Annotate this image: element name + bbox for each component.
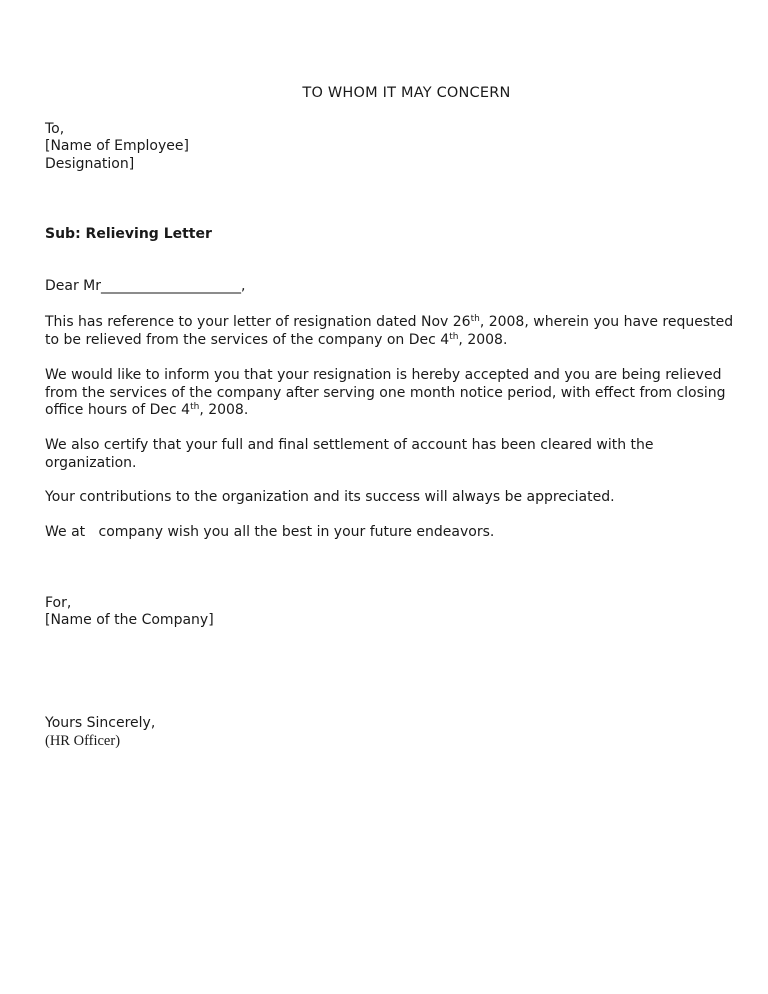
signatory: (HR Officer) <box>45 733 121 749</box>
p2-sup: th <box>190 402 200 412</box>
p1-text-b: , 2008, wherein you have requested to be relieved from the services of the company on Dec 4 <box>45 314 734 348</box>
paragraph-acceptance <box>45 367 735 420</box>
recipient-designation: Designation] <box>45 156 135 172</box>
paragraph-settlement: We also certify that your full and final settlement of account has been cleared with the organization. <box>45 437 654 471</box>
p1-text-c: , 2008. <box>458 331 508 348</box>
recipient-name: [Name of Employee] <box>45 138 189 154</box>
for-label: For, <box>45 595 72 611</box>
p1-sup-2: th <box>449 331 459 342</box>
p2-text-b: , 2008. <box>199 402 249 418</box>
paragraph-best-wishes: We at company wish you all the best in your future endeavors. <box>45 524 495 540</box>
salutation: Dear Mr____________________, <box>45 278 246 294</box>
closing-line: Yours Sincerely, <box>45 715 156 731</box>
p2-text-a: We would like to inform you that your resignation is hereby accepted and you are being relieved from the services of the company after serving one month notice period, with effect from closing office hours of Dec 4 <box>45 367 726 418</box>
letter-title: TO WHOM IT MAY CONCERN <box>302 85 511 101</box>
subject-line: Sub: Relieving Letter <box>45 226 212 242</box>
paragraph-appreciation: Your contributions to the organization and its success will always be appreciated. <box>45 489 615 505</box>
company-name: [Name of the Company] <box>45 612 214 628</box>
recipient-to: To, <box>45 121 65 137</box>
paragraph-resignation-reference <box>45 314 735 349</box>
p1-text-a: This has reference to your letter of resignation dated Nov 26 <box>45 314 471 330</box>
p1-sup-1: th <box>470 314 480 324</box>
